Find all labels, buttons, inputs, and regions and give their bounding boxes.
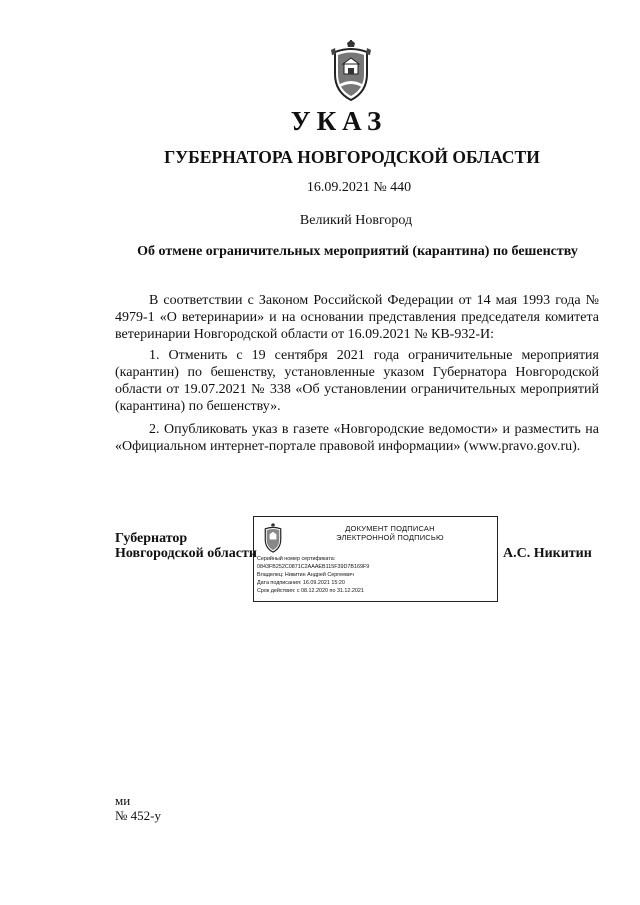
signer-position-line: Новгородской области <box>115 546 257 561</box>
stamp-cert-label: Серийный номер сертификата: <box>257 556 336 562</box>
issuer-title: ГУБЕРНАТОРА НОВГОРОДСКОЙ ОБЛАСТИ <box>164 147 540 167</box>
decree-subject: Об отмене ограничительных мероприятий (карантина) по бешенству <box>137 244 578 259</box>
stamp-header-line: ЭЛЕКТРОННОЙ ПОДПИСЬЮ <box>336 533 444 542</box>
document-title: УКАЗ <box>290 106 388 136</box>
body-paragraph: 1. Отменить с 19 сентября 2021 года ограничительные мероприятия (карантин) по бешенству, установленные указом Губернатора Новгородской области от 19.07.2021 № 338 «Об установлении ограничительных мероприятий (карантина) по бешенству». <box>115 348 599 414</box>
signer-position <box>115 531 257 561</box>
signer-position-line: Губернатор <box>115 531 188 546</box>
body-paragraph: 2. Опубликовать указ в газете «Новгородские ведомости» и разместить на «Официальном интернет-портале правовой информации» (www.pravo.gov.ru). <box>115 422 599 454</box>
stamp-header-line: ДОКУМЕНТ ПОДПИСАН <box>345 524 435 533</box>
stamp-validity: Срок действия: с 08.12.2020 по 31.12.2021 <box>257 588 364 595</box>
footer-registration <box>115 793 161 823</box>
coat-of-arms-icon <box>329 40 373 102</box>
body-paragraph: В соответствии с Законом Российской Федерации от 14 мая 1993 года № 4979-1 «О ветеринарии» и на основании представления председателя комитета ветеринарии Новгородской области от 16.09.2021 № КВ-932-И: <box>115 293 599 342</box>
decree-date-number: 16.09.2021 № 440 <box>306 180 412 195</box>
footer-reg-number: № 452-у <box>115 808 161 823</box>
signer-name: А.С. Никитин <box>503 546 592 561</box>
electronic-signature-stamp <box>253 516 498 602</box>
decree-city: Великий Новгород <box>299 213 413 228</box>
footer-initials: ми <box>115 793 131 808</box>
stamp-header <box>290 524 490 542</box>
stamp-owner: Владелец: Никитин Андрей Сергеевич <box>257 572 354 579</box>
stamp-details <box>257 555 495 595</box>
coat-of-arms-icon <box>262 523 284 553</box>
stamp-cert-number: 0843FB252C0871C2AAAEB115F39D7B169F9 <box>257 564 370 571</box>
stamp-signed-date: Дата подписания: 16.09.2021 15:20 <box>257 580 345 587</box>
